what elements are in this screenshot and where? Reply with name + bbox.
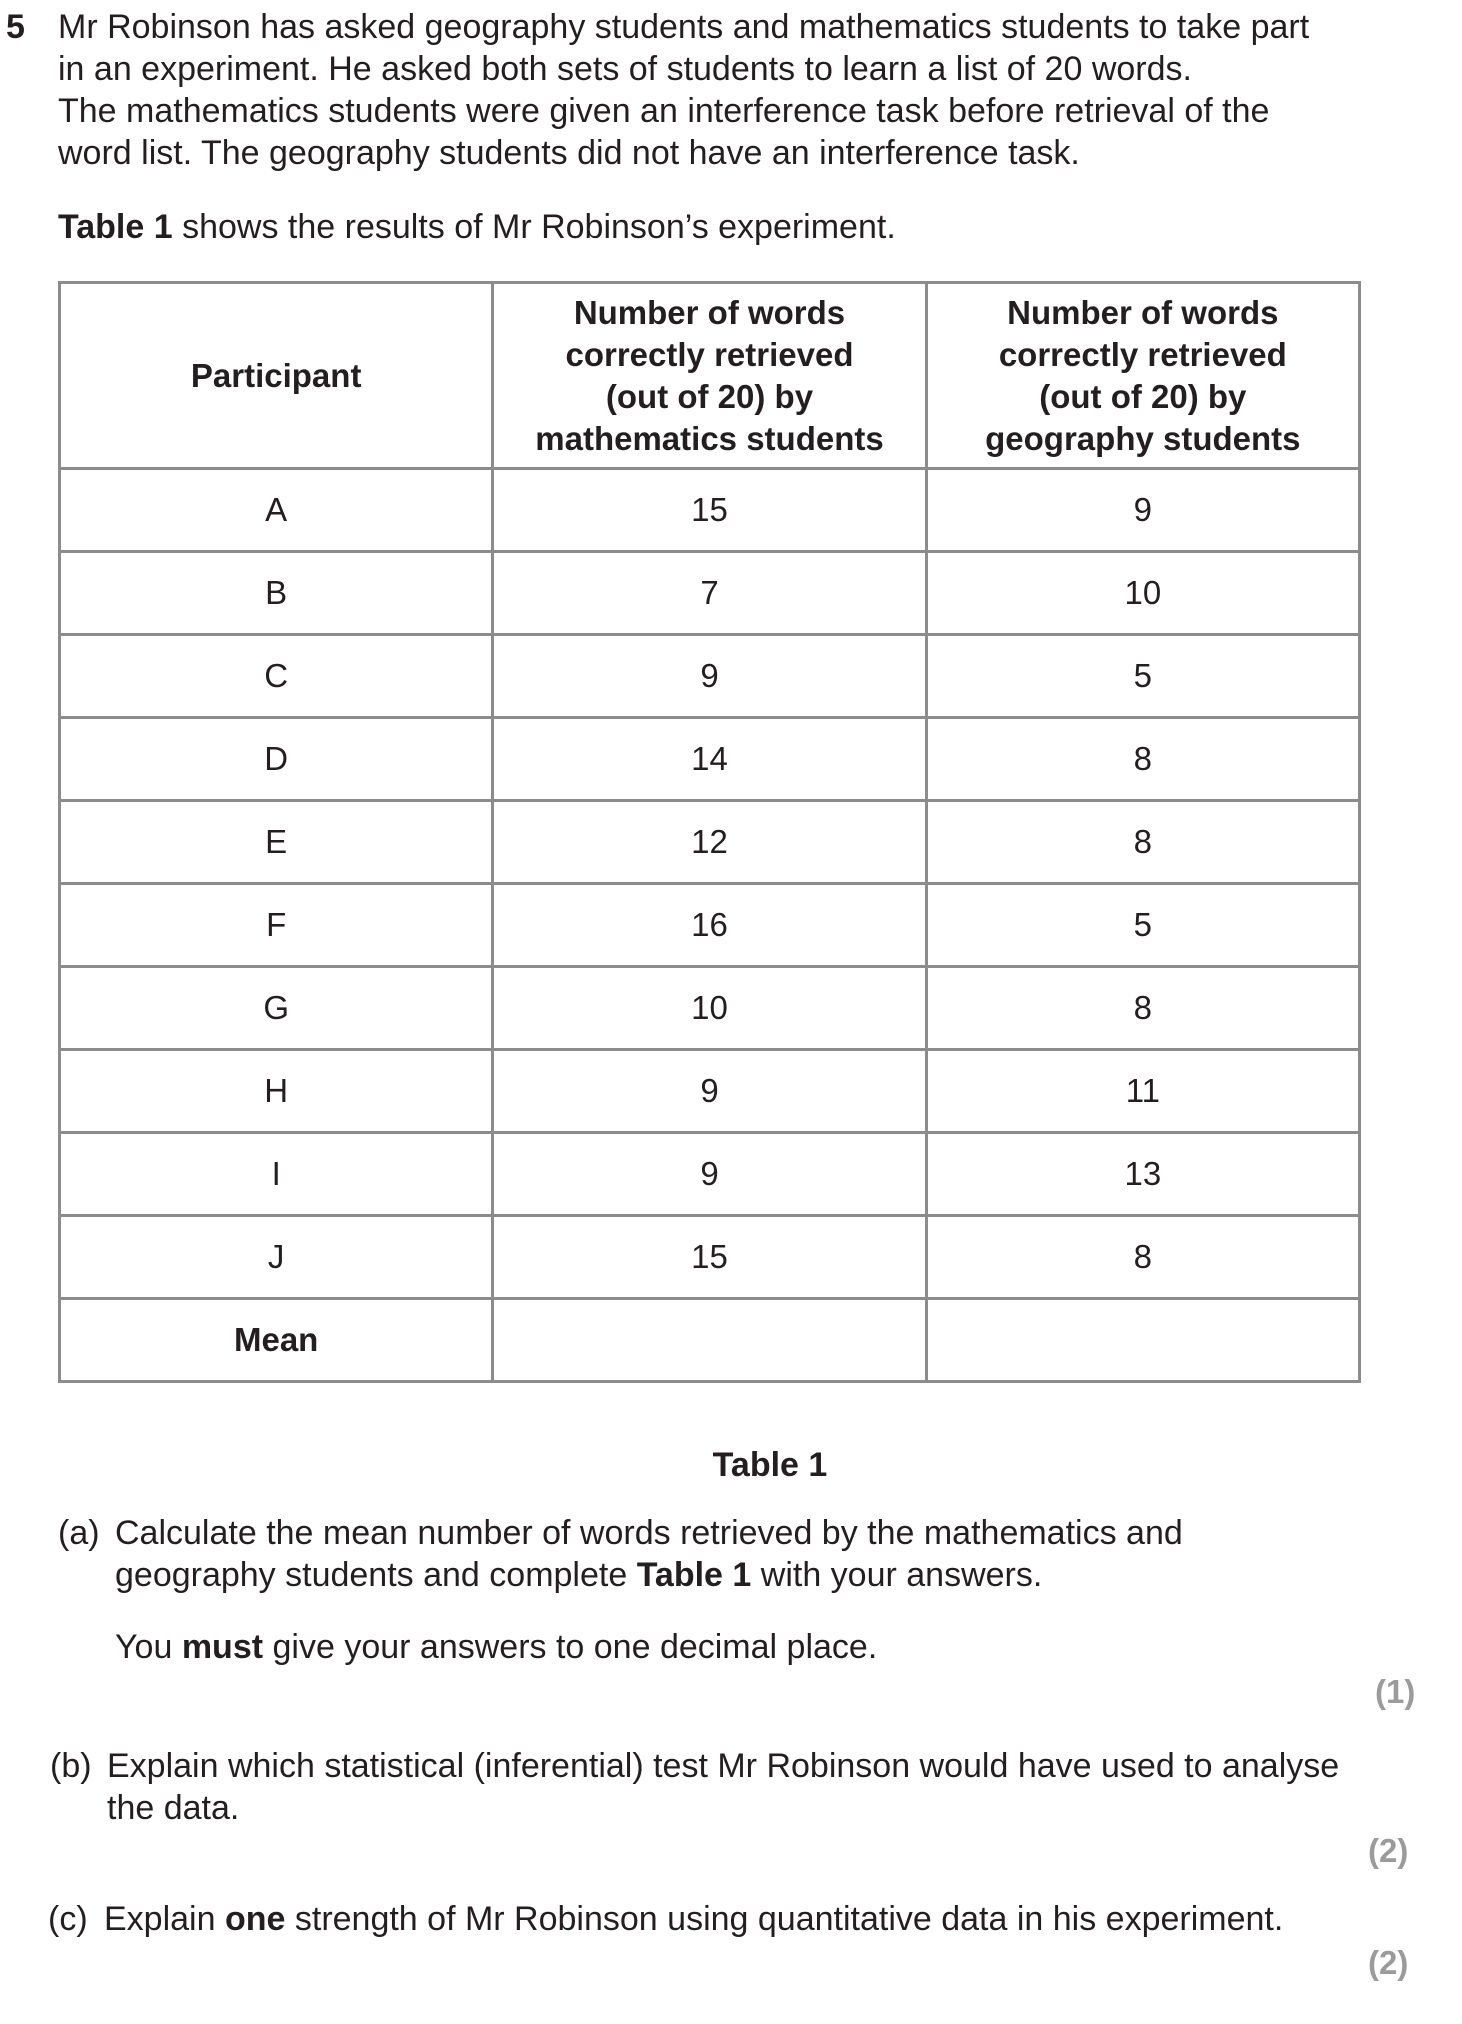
part-a-text [115, 1512, 1183, 1596]
part-a-line [115, 1554, 1183, 1596]
header-maths-line: correctly retrieved [565, 335, 854, 373]
part-a-text-segment: with your answers. [751, 1556, 1043, 1594]
cell-participant: E [60, 801, 493, 884]
mean-label: Mean [60, 1299, 493, 1382]
cell-maths: 15 [493, 1216, 926, 1299]
intro-line: word list. The geography students did not have an interference task. [58, 134, 1080, 172]
header-geography-line: Number of words [1007, 293, 1279, 331]
header-geography [926, 283, 1359, 469]
part-a-line: Calculate the mean number of words retrieved by the mathematics and [115, 1514, 1183, 1552]
table-row [60, 469, 1360, 552]
cell-participant: F [60, 884, 493, 967]
cell-maths: 9 [493, 635, 926, 718]
table-row [60, 967, 1360, 1050]
table-intro-text: shows the results of Mr Robinson’s experiment. [172, 208, 896, 246]
mean-row [60, 1299, 1360, 1382]
part-a-label: (a) [58, 1514, 100, 1552]
table-intro [58, 206, 896, 248]
cell-maths: 12 [493, 801, 926, 884]
part-a-note [115, 1626, 877, 1668]
cell-geography: 8 [926, 718, 1359, 801]
header-geography-line: correctly retrieved [998, 335, 1287, 373]
cell-geography: 11 [926, 1050, 1359, 1133]
table-row [60, 801, 1360, 884]
header-maths-line: Number of words [573, 293, 846, 331]
part-a-note-segment: give your answers to one decimal place. [263, 1628, 878, 1666]
cell-geography: 5 [926, 884, 1359, 967]
table-row [60, 1216, 1360, 1299]
table-row [60, 1133, 1360, 1216]
part-a-marks: (1) [1375, 1673, 1416, 1710]
cell-participant: H [60, 1050, 493, 1133]
part-b-line: Explain which statistical (inferential) test Mr Robinson would have used to analyse [107, 1747, 1340, 1785]
intro-line: The mathematics students were given an interference task before retrieval of the [58, 92, 1270, 130]
cell-maths: 10 [493, 967, 926, 1050]
part-b-label: (b) [50, 1747, 92, 1785]
intro-line: Mr Robinson has asked geography students and mathematics students to take part [58, 8, 1310, 46]
emphasis-must: must [181, 1628, 264, 1666]
cell-participant: A [60, 469, 493, 552]
question-intro [58, 6, 1358, 174]
cell-geography: 8 [926, 801, 1359, 884]
results-table [58, 281, 1361, 1383]
part-c-marks: (2) [1368, 1944, 1409, 1981]
mean-geography-answer-cell[interactable] [926, 1299, 1359, 1382]
table-row [60, 718, 1360, 801]
table-row [60, 635, 1360, 718]
table-row [60, 552, 1360, 635]
cell-geography: 5 [926, 635, 1359, 718]
cell-maths: 16 [493, 884, 926, 967]
part-c-text-segment: Explain [104, 1900, 225, 1938]
header-maths-line: (out of 20) by [605, 377, 814, 415]
part-a-text-segment: geography students and complete [115, 1556, 637, 1594]
cell-geography: 8 [926, 967, 1359, 1050]
cell-geography: 10 [926, 552, 1359, 635]
table-row [60, 1050, 1360, 1133]
part-b-line: the data. [107, 1789, 240, 1827]
header-participant: Participant [60, 283, 493, 469]
part-c-label: (c) [48, 1900, 88, 1938]
part-c-text [104, 1898, 1283, 1940]
cell-participant: I [60, 1133, 493, 1216]
table-caption: Table 1 [712, 1446, 828, 1484]
cell-geography: 13 [926, 1133, 1359, 1216]
table-reference: Table 1 [636, 1556, 752, 1594]
intro-line: in an experiment. He asked both sets of students to learn a list of 20 words. [58, 50, 1192, 88]
header-geography-line: (out of 20) by [1039, 377, 1247, 415]
cell-maths: 9 [493, 1133, 926, 1216]
cell-participant: G [60, 967, 493, 1050]
cell-participant: J [60, 1216, 493, 1299]
cell-maths: 15 [493, 469, 926, 552]
table-row [60, 884, 1360, 967]
part-a-note-segment: You [115, 1628, 182, 1666]
cell-geography: 9 [926, 469, 1359, 552]
header-maths-line: mathematics students [535, 419, 884, 457]
cell-participant: C [60, 635, 493, 718]
cell-geography: 8 [926, 1216, 1359, 1299]
part-c-text-segment: strength of Mr Robinson using quantitative data in his experiment. [285, 1900, 1284, 1938]
cell-maths: 7 [493, 552, 926, 635]
header-geography-line: geography students [985, 419, 1301, 457]
header-maths [493, 283, 926, 469]
cell-participant: B [60, 552, 493, 635]
emphasis-one: one [224, 1900, 286, 1938]
question-number: 5 [6, 8, 25, 46]
cell-maths: 9 [493, 1050, 926, 1133]
part-b-marks: (2) [1368, 1832, 1409, 1869]
part-b-text [107, 1745, 1339, 1829]
cell-participant: D [60, 718, 493, 801]
cell-maths: 14 [493, 718, 926, 801]
table-header-row [60, 283, 1360, 469]
table-reference: Table 1 [58, 208, 173, 246]
mean-maths-answer-cell[interactable] [493, 1299, 926, 1382]
